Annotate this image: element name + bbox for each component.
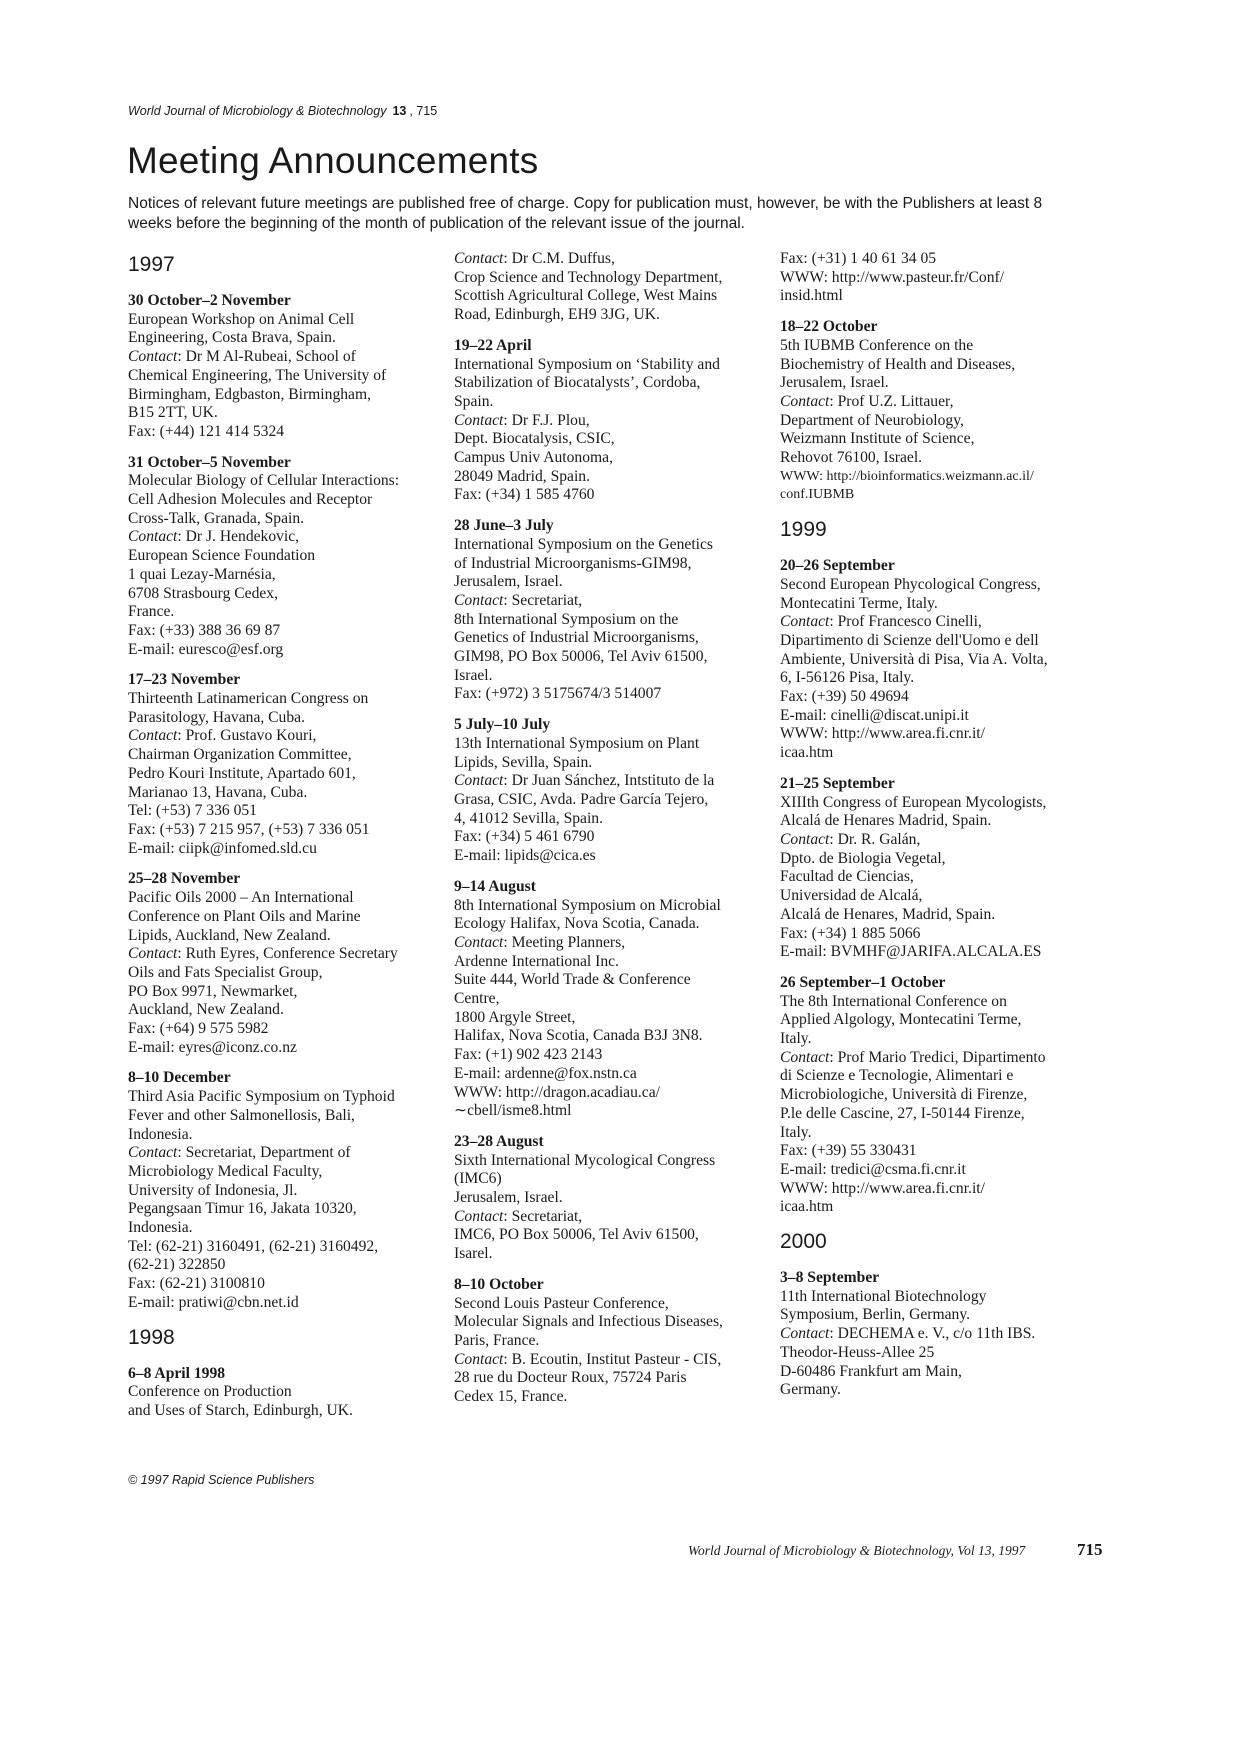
meeting-date: 21–25 September (780, 774, 895, 792)
page-title: Meeting Announcements (127, 140, 539, 181)
contact-label: Contact (780, 392, 830, 410)
entry-line: Ambiente, Università di Pisa, Via A. Volta, (780, 650, 1048, 668)
entry-line: B15 2TT, UK. (128, 404, 218, 422)
meeting-entry (454, 1276, 774, 1407)
entry-line: Cross-Talk, Granada, Spain. (128, 509, 305, 527)
contact-text: : Ruth Eyres, Conference Secretary (177, 945, 398, 963)
entry-line: Campus Univ Autonoma, (454, 449, 613, 467)
entry-line: of Industrial Microorganisms-GIM98, (454, 554, 692, 572)
entry-line: 5th IUBMB Conference on the (780, 336, 974, 354)
footer-page-number: 715 (1077, 1540, 1103, 1559)
entry-line: Genetics of Industrial Microorganisms, (454, 629, 699, 647)
entry-line: (IMC6) (454, 1170, 502, 1188)
entry-line: 8th International Symposium on the (454, 610, 679, 628)
entry-line: 1 quai Lezay-Marnésia, (128, 565, 276, 583)
entry-line: Fax: (+39) 50 49694 (780, 688, 909, 706)
entry-line: Israel. (454, 666, 493, 684)
entry-line: Fax: (+34) 5 461 6790 (454, 828, 595, 846)
entry-line: Paris, France. (454, 1331, 540, 1349)
contact-text: : Dr M Al-Rubeai, School of (177, 348, 356, 366)
entry-line: Suite 444, World Trade & Conference (454, 971, 691, 989)
contact-line (454, 1208, 774, 1227)
entry-line: Fax: (+64) 9 575 5982 (128, 1020, 269, 1038)
entry-line: International Symposium on the Genetics (454, 535, 713, 553)
contact-label: Contact (128, 945, 178, 963)
contact-label: Contact (454, 1207, 504, 1225)
contact-text: : Prof Mario Tredici, Dipartimento (829, 1048, 1046, 1066)
entry-line: Conference on Plant Oils and Marine (128, 907, 361, 925)
year-heading: 1998 (128, 1325, 175, 1349)
entry-line: Marianao 13, Havana, Cuba. (128, 783, 308, 801)
entry-line: Microbiology Medical Faculty, (128, 1162, 323, 1180)
entry-line: Fax: (+34) 1 885 5066 (780, 924, 921, 942)
year-heading: 1999 (780, 518, 827, 542)
meeting-date: 3–8 September (780, 1269, 880, 1287)
entry-line: Ardenne International Inc. (454, 952, 619, 970)
entry-line: Facultad de Ciencias, (780, 868, 914, 886)
entry-line: Cedex 15, France. (454, 1388, 568, 1406)
contact-label: Contact (128, 348, 178, 366)
entry-line: Fax: (+1) 902 423 2143 (454, 1046, 603, 1064)
contact-text: : Prof. Gustavo Kouri, (177, 727, 317, 745)
entry-line: Cell Adhesion Molecules and Receptor (128, 491, 373, 509)
entry-line: Department of Neurobiology, (780, 411, 964, 429)
entry-line: 28049 Madrid, Spain. (454, 467, 591, 485)
entry-line: 13th International Symposium on Plant (454, 734, 700, 752)
contact-label: Contact (780, 613, 830, 631)
contact-text: : Secretariat, Department of (177, 1144, 351, 1162)
meeting-entry (454, 1133, 774, 1264)
meeting-date: 5 July–10 July (454, 716, 551, 734)
meeting-entry (454, 337, 774, 505)
contact-line (128, 348, 448, 367)
meeting-entry (128, 1069, 448, 1312)
entry-line: Theodor-Heuss-Allee 25 (780, 1343, 935, 1361)
intro-paragraph: Notices of relevant future meetings are published free of charge. Copy for publication must, however, be with the Publishers at least 8 weeks before the beginning of the month of publication of the relevant issue of the journal. (128, 195, 1043, 232)
meeting-entry (780, 1269, 1100, 1400)
entry-line: ∼cbell/isme8.html (454, 1102, 572, 1120)
meeting-entry (128, 292, 448, 442)
entry-line: Dept. Biocatalysis, CSIC, (454, 430, 615, 448)
entry-line: Italy. (780, 1123, 812, 1141)
entry-line: D-60486 Frankfurt am Main, (780, 1362, 962, 1380)
entry-line: Lipids, Auckland, New Zealand. (128, 926, 331, 944)
meeting-entry (780, 318, 1100, 505)
meeting-date: 25–28 November (128, 870, 241, 888)
meeting-entry (454, 878, 774, 1121)
entry-line: E-mail: ciipk@infomed.sld.cu (128, 839, 317, 857)
contact-line (454, 412, 774, 431)
column-2 (454, 250, 774, 1419)
entry-line: Second European Phycological Congress, (780, 575, 1041, 593)
entry-line: E-mail: lipids@cica.es (454, 847, 596, 865)
entry-line: Chemical Engineering, The University of (128, 366, 387, 384)
meeting-date: 19–22 April (454, 336, 532, 354)
contact-text: : Dr Juan Sánchez, Intstituto de la (503, 772, 715, 790)
contact-label: Contact (454, 411, 504, 429)
entry-line: Tel: (62-21) 3160491, (62-21) 3160492, (128, 1237, 379, 1255)
contact-text: : DECHEMA e. V., c/o 11th IBS. (829, 1325, 1036, 1343)
entry-line: Alcalá de Henares, Madrid, Spain. (780, 905, 996, 923)
entry-line: Universidad de Alcalá, (780, 887, 923, 905)
entry-line: Indonesia. (128, 1125, 193, 1143)
contact-label: Contact (454, 250, 504, 267)
contact-line (128, 727, 448, 746)
entry-line: Pacific Oils 2000 – An International (128, 889, 354, 907)
entry-line: Molecular Signals and Infectious Diseases, (454, 1313, 723, 1331)
meeting-date: 28 June–3 July (454, 517, 554, 535)
contact-text: : Meeting Planners, (503, 933, 626, 951)
contact-text: : Dr F.J. Plou, (503, 411, 590, 429)
meeting-date: 8–10 October (454, 1275, 544, 1293)
meeting-date: 26 September–1 October (780, 973, 946, 991)
entry-line: Ecology Halifax, Nova Scotia, Canada. (454, 915, 700, 933)
entry-line: WWW: http://bioinformatics.weizmann.ac.il/ (780, 468, 1034, 484)
entry-line: E-mail: tredici@csma.fi.cnr.it (780, 1160, 966, 1178)
entry-line: The 8th International Conference on (780, 992, 1007, 1010)
entry-line: Crop Science and Technology Department, (454, 268, 723, 286)
contact-line (454, 1351, 774, 1370)
entry-line: Centre, (454, 990, 500, 1008)
entry-line: European Workshop on Animal Cell (128, 310, 355, 328)
entry-line: Auckland, New Zealand. (128, 1001, 284, 1019)
meeting-entry (780, 250, 1100, 306)
meeting-date: 8–10 December (128, 1069, 231, 1087)
entry-line: Spain. (454, 392, 494, 410)
entry-line: WWW: http://www.area.fi.cnr.it/ (780, 725, 985, 743)
contact-label: Contact (454, 591, 504, 609)
entry-line: and Uses of Starch, Edinburgh, UK. (128, 1401, 353, 1419)
entry-line: Conference on Production (128, 1383, 292, 1401)
entry-line: Tel: (+53) 7 336 051 (128, 802, 257, 820)
entry-line: Jerusalem, Israel. (780, 374, 889, 392)
meeting-date: 30 October–2 November (128, 292, 291, 309)
entry-line: E-mail: BVMHF@JARIFA.ALCALA.ES (780, 943, 1042, 961)
contact-text: : Secretariat, (503, 591, 583, 609)
footer-journal-line: World Journal of Microbiology & Biotechnology, Vol 13, 1997 (688, 1543, 1026, 1558)
running-head (128, 104, 437, 118)
contact-line (128, 945, 448, 964)
entry-line: Alcalá de Henares Madrid, Spain. (780, 812, 992, 830)
contact-label: Contact (454, 1350, 504, 1368)
entry-line: PO Box 9971, Newmarket, (128, 982, 298, 1000)
entry-line: Dpto. de Biologia Vegetal, (780, 849, 946, 867)
meeting-date: 18–22 October (780, 318, 878, 336)
contact-text: : Dr C.M. Duffus, (503, 250, 615, 267)
contact-text: : B. Ecoutin, Institut Pasteur - CIS, (503, 1350, 722, 1368)
entry-line: 1800 Argyle Street, (454, 1008, 576, 1026)
entry-line: IMC6, PO Box 50006, Tel Aviv 61500, (454, 1226, 699, 1244)
entry-line: Indonesia. (128, 1219, 193, 1237)
meeting-date: 6–8 April 1998 (128, 1364, 226, 1382)
entry-line: Italy. (780, 1030, 812, 1048)
entry-line: Stabilization of Biocatalysts’, Cordoba, (454, 374, 701, 392)
entry-line: 11th International Biotechnology (780, 1287, 987, 1305)
meeting-entry (128, 454, 448, 660)
entry-line: Fax: (+33) 388 36 69 87 (128, 621, 281, 639)
year-heading: 2000 (780, 1230, 827, 1254)
entry-line: Microbiologiche, Università di Firenze, (780, 1086, 1028, 1104)
meeting-date: 9–14 August (454, 877, 536, 895)
contact-label: Contact (128, 1144, 178, 1162)
entry-line: Montecatini Terme, Italy. (780, 594, 938, 612)
entry-line: Weizmann Institute of Science, (780, 430, 975, 448)
contact-line (128, 528, 448, 547)
meeting-entry (454, 716, 774, 866)
entry-line: Halifax, Nova Scotia, Canada B3J 3N8. (454, 1027, 703, 1045)
entry-line: Road, Edinburgh, EH9 3JG, UK. (454, 306, 660, 324)
contact-line (780, 1049, 1100, 1068)
entry-line: Pedro Kouri Institute, Apartado 601, (128, 764, 356, 782)
entry-line: Fax: (62-21) 3100810 (128, 1275, 265, 1293)
entry-line: 6708 Strasbourg Cedex, (128, 584, 279, 602)
entry-line: E-mail: ardenne@fox.nstn.ca (454, 1064, 637, 1082)
entry-line: icaa.htm (780, 1198, 834, 1216)
entry-line: E-mail: euresco@esf.org (128, 640, 284, 658)
entry-line: Third Asia Pacific Symposium on Typhoid (128, 1088, 395, 1106)
contact-label: Contact (780, 1325, 830, 1343)
entry-line: WWW: http://www.pasteur.fr/Conf/ (780, 268, 1005, 286)
entry-line: Fax: (+39) 55 330431 (780, 1142, 917, 1160)
entry-line: University of Indonesia, Jl. (128, 1181, 298, 1199)
entry-line: icaa.htm (780, 744, 834, 762)
entry-line: Parasitology, Havana, Cuba. (128, 708, 305, 726)
contact-line (780, 613, 1100, 632)
contact-label: Contact (454, 933, 504, 951)
entry-line: Jerusalem, Israel. (454, 573, 563, 591)
meeting-entry (780, 775, 1100, 962)
contact-text: : Dr. R. Galán, (829, 830, 921, 848)
footer-copyright: © 1997 Rapid Science Publishers (128, 1473, 315, 1487)
contact-label: Contact (128, 528, 178, 546)
entry-line: Thirteenth Latinamerican Congress on (128, 690, 369, 708)
meeting-entry (454, 250, 774, 325)
entry-line: Jerusalem, Israel. (454, 1189, 563, 1207)
entry-line: Fax: (+31) 1 40 61 34 05 (780, 250, 937, 267)
entry-line: Biochemistry of Health and Diseases, (780, 355, 1016, 373)
entry-line: Rehovot 76100, Israel. (780, 449, 923, 467)
entry-line: France. (128, 603, 175, 621)
contact-text: : Prof U.Z. Littauer, (829, 392, 954, 410)
contact-line (454, 250, 774, 269)
contact-text: : Prof Francesco Cinelli, (829, 613, 982, 631)
contact-line (128, 1144, 448, 1163)
entry-line: Grasa, CSIC, Avda. Padre García Tejero, (454, 790, 709, 808)
entry-line: Applied Algology, Montecatini Terme, (780, 1011, 1022, 1029)
running-head-journal: World Journal of Microbiology & Biotechnology (128, 104, 387, 118)
column-1 (128, 250, 448, 1433)
meeting-entry (128, 1365, 448, 1421)
entry-line: XIIIth Congress of European Mycologists, (780, 793, 1047, 811)
contact-line (454, 592, 774, 611)
entry-line: WWW: http://dragon.acadiau.ca/ (454, 1083, 660, 1101)
entry-line: Lipids, Sevilla, Spain. (454, 753, 593, 771)
contact-label: Contact (454, 772, 504, 790)
entry-line: Fax: (+44) 121 414 5324 (128, 422, 285, 440)
meeting-date: 31 October–5 November (128, 453, 291, 471)
entry-line: Molecular Biology of Cellular Interactions: (128, 472, 400, 490)
entry-line: 6, I-56126 Pisa, Italy. (780, 669, 915, 687)
entry-line: Fax: (+53) 7 215 957, (+53) 7 336 051 (128, 820, 370, 838)
entry-line: conf.IUBMB (780, 487, 855, 503)
entry-line: Oils and Fats Specialist Group, (128, 963, 323, 981)
entry-line: E-mail: eyres@iconz.co.nz (128, 1038, 297, 1056)
entry-line: European Science Foundation (128, 547, 316, 565)
entry-line: Sixth International Mycological Congress (454, 1151, 716, 1169)
entry-line: P.le delle Cascine, 27, I-50144 Firenze, (780, 1104, 1025, 1122)
entry-line: di Scienze e Tecnologie, Alimentari e (780, 1067, 1014, 1085)
contact-line (454, 772, 774, 791)
meeting-entry (780, 557, 1100, 763)
entry-line: Engineering, Costa Brava, Spain. (128, 329, 336, 347)
entry-line: Symposium, Berlin, Germany. (780, 1306, 970, 1324)
entry-line: Germany. (780, 1381, 841, 1399)
entry-line: Fax: (+972) 3 5175674/3 514007 (454, 685, 662, 703)
entry-line: Pegangsaan Timur 16, Jakata 10320, (128, 1200, 357, 1218)
entry-line: Second Louis Pasteur Conference, (454, 1294, 669, 1312)
entry-line: 8th International Symposium on Microbial (454, 896, 721, 914)
entry-line: WWW: http://www.area.fi.cnr.it/ (780, 1179, 985, 1197)
contact-line (780, 393, 1100, 412)
running-head-volume: 13 (392, 104, 407, 118)
running-head-page: , 715 (409, 104, 438, 118)
meeting-entry (128, 870, 448, 1057)
meeting-date: 20–26 September (780, 557, 895, 575)
entry-line: 4, 41012 Sevilla, Spain. (454, 809, 604, 827)
contact-line (454, 934, 774, 953)
meeting-date: 23–28 August (454, 1132, 544, 1150)
contact-line (780, 831, 1100, 850)
entry-line: Dipartimento di Scienze dell'Uomo e dell (780, 631, 1039, 649)
contact-label: Contact (780, 1048, 830, 1066)
meeting-date: 17–23 November (128, 671, 241, 689)
meeting-entry (780, 974, 1100, 1217)
entry-line: Isarel. (454, 1245, 493, 1263)
entry-line: E-mail: cinelli@discat.unipi.it (780, 706, 969, 724)
year-heading: 1997 (128, 253, 175, 276)
entry-line: International Symposium on ‘Stability and (454, 355, 720, 373)
entry-line: (62-21) 322850 (128, 1256, 226, 1274)
entry-line: Chairman Organization Committee, (128, 746, 352, 764)
entry-line: GIM98, PO Box 50006, Tel Aviv 61500, (454, 648, 708, 666)
contact-label: Contact (128, 727, 178, 745)
meeting-entry (454, 517, 774, 704)
contact-text: : Dr J. Hendekovic, (177, 528, 300, 546)
entry-line: 28 rue du Docteur Roux, 75724 Paris (454, 1369, 687, 1387)
contact-line (780, 1325, 1100, 1344)
contact-label: Contact (780, 830, 830, 848)
entry-line: Fax: (+34) 1 585 4760 (454, 486, 595, 504)
entry-line: E-mail: pratiwi@cbn.net.id (128, 1293, 299, 1311)
entry-line: Scottish Agricultural College, West Mains (454, 287, 718, 305)
contact-text: : Secretariat, (503, 1207, 583, 1225)
column-3 (780, 250, 1100, 1412)
meeting-entry (128, 671, 448, 858)
entry-line: Fever and other Salmonellosis, Bali, (128, 1106, 355, 1124)
entry-line: Birmingham, Edgbaston, Birmingham, (128, 385, 371, 403)
entry-line: insid.html (780, 287, 843, 305)
